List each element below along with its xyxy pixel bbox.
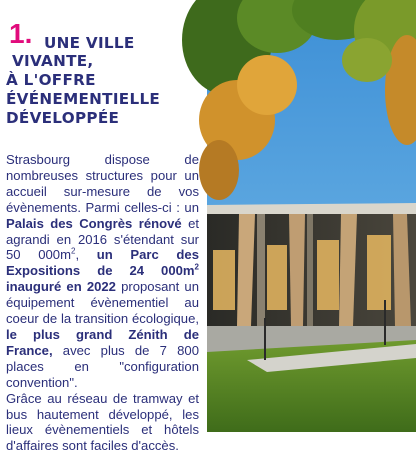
body-text-3: , xyxy=(75,247,97,263)
parc-expositions-highlight: un Parc des Expositions de 24 000m xyxy=(6,247,199,279)
palais-congres-highlight: Palais des Congrès rénové xyxy=(6,215,182,231)
body-text-5: avec plus de 7 800 places en "configuration convention". xyxy=(6,342,199,390)
title-line-1: UNE VILLE xyxy=(44,34,135,52)
superscript-2: 2 xyxy=(194,262,199,272)
title-line-3: À L'OFFRE xyxy=(6,71,96,89)
zenith-highlight: le plus grand Zénith de France, xyxy=(6,326,199,358)
body-text-6: Grâce au réseau de tramway et bus hautement développé, les lieux évènementiels et hôtels d'affaires sont faciles d'accès. xyxy=(6,390,199,454)
section-heading xyxy=(6,18,199,126)
section-number: 1. xyxy=(9,18,33,49)
title-line-4: ÉVÉNEMENTIELLE xyxy=(6,90,161,108)
body-text-2: et agrandi en 2016 s'étendant sur 50 000m xyxy=(6,215,199,263)
title-line-5: DÉVELOPPÉE xyxy=(6,109,120,127)
title-line-2: VIVANTE, xyxy=(12,52,94,70)
exhibition-building-photo xyxy=(207,0,416,432)
superscript-1: 2 xyxy=(70,247,76,257)
body-text-4: proposant un équipement évènementiel au coeur de la transition écologique, xyxy=(6,279,199,327)
building-illustration xyxy=(207,0,416,432)
text-column xyxy=(0,0,203,454)
inauguration-highlight: inauguré en 2022 xyxy=(6,279,116,295)
body-text-1: Strasbourg dispose de nombreuses structures pour un accueil sur-mesure de vos évènements. Parmi celles-ci : un xyxy=(6,152,199,215)
body-paragraph xyxy=(6,152,199,454)
